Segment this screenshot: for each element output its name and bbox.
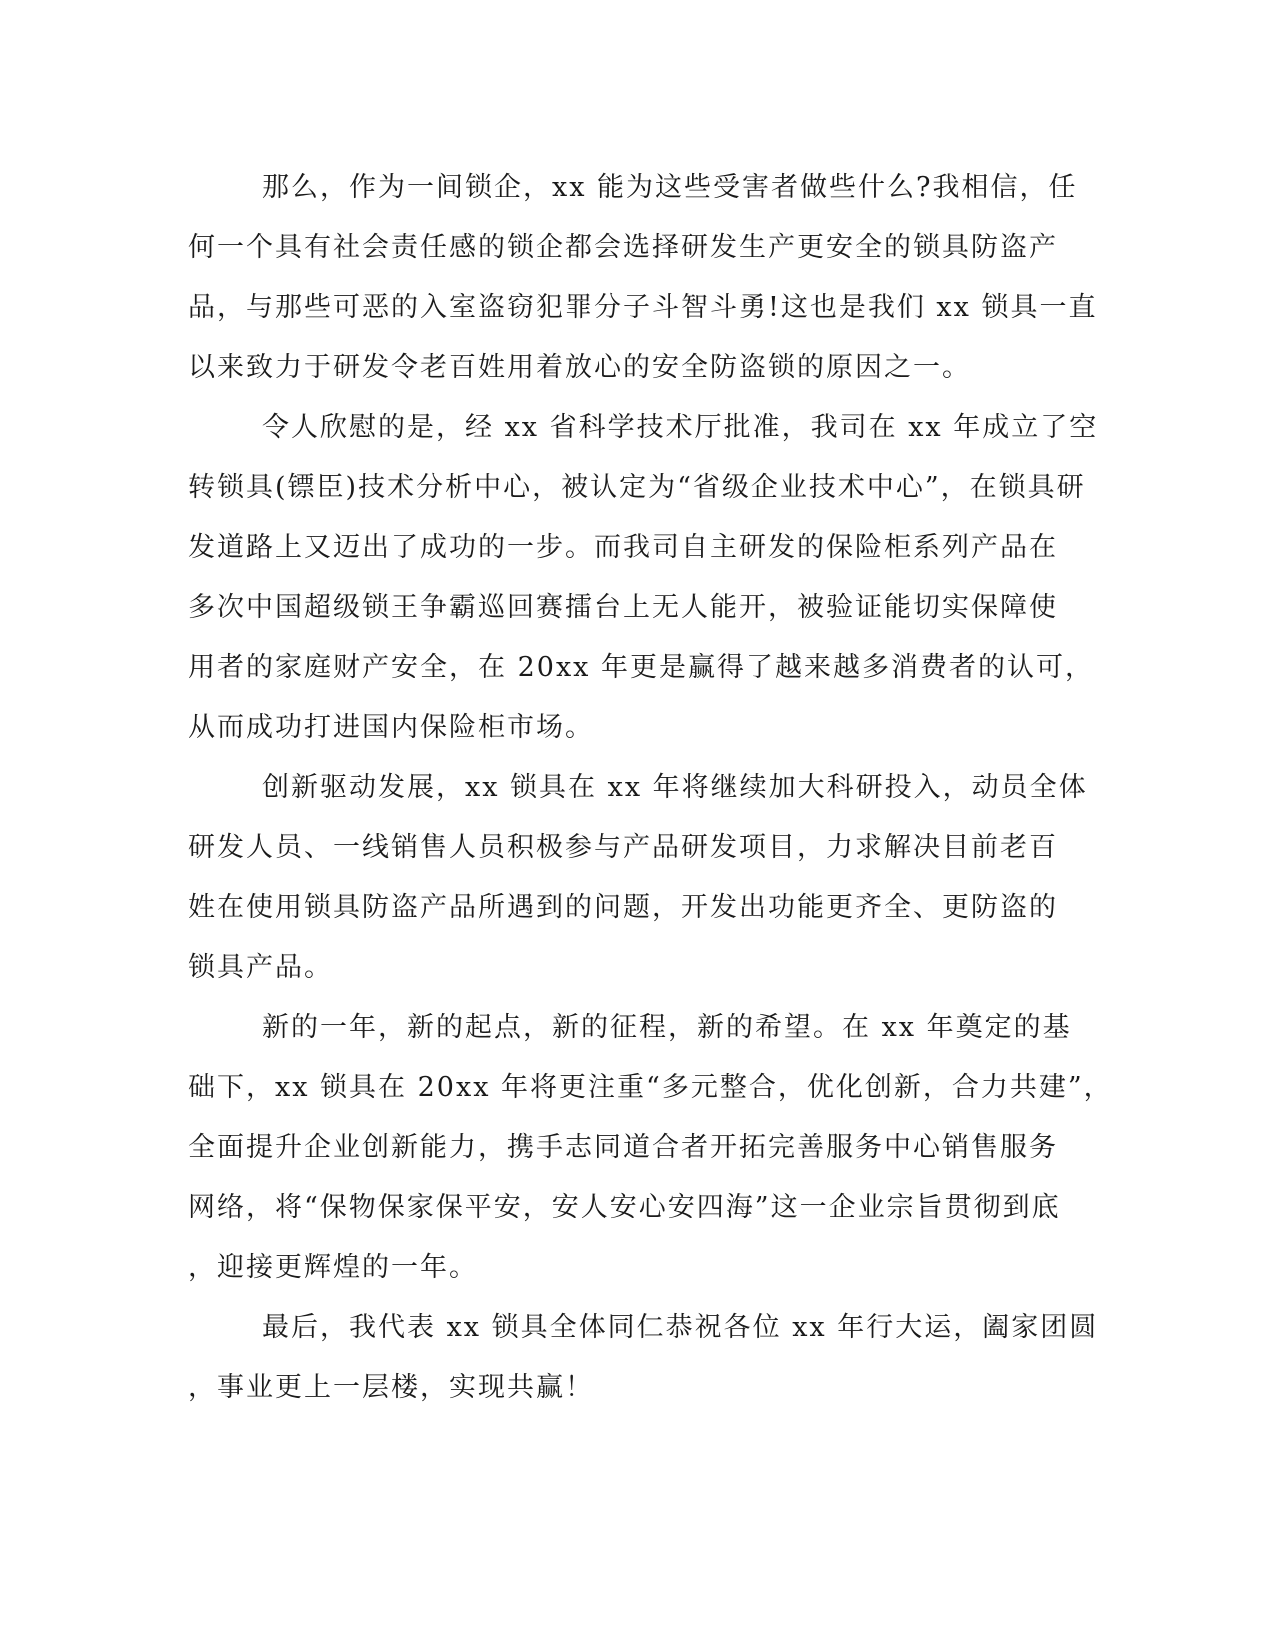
text-line: 创新驱动发展，xx 锁具在 xx 年将继续加大科研投入，动员全体 (262, 772, 1088, 803)
text-line: 多次中国超级锁王争霸巡回赛擂台上无人能开，被验证能切实保障使 (188, 592, 1058, 623)
text-line: 锁具产品。 (188, 952, 333, 983)
text-line: 础下，xx 锁具在 20xx 年将更注重“多元整合，优化创新，合力共建”， (188, 1072, 1113, 1103)
text-line: 从而成功打进国内保险柜市场。 (188, 712, 594, 743)
paragraph-2 (188, 398, 1099, 758)
text-line: 姓在使用锁具防盗产品所遇到的问题，开发出功能更齐全、更防盗的 (188, 892, 1058, 923)
paragraph-3 (188, 758, 1088, 998)
text-line: 转锁具(镖臣)技术分析中心，被认定为“省级企业技术中心”，在锁具研 (188, 472, 1086, 503)
text-line: 发道路上又迈出了成功的一步。而我司自主研发的保险柜系列产品在 (188, 532, 1058, 563)
document-body (188, 158, 1113, 1418)
paragraph-5 (188, 1298, 1099, 1418)
text-line: ，迎接更辉煌的一年。 (188, 1252, 478, 1283)
text-line: 品，与那些可恶的入室盗窃犯罪分子斗智斗勇!这也是我们 xx 锁具一直 (188, 292, 1098, 323)
text-line: 以来致力于研发令老百姓用着放心的安全防盗锁的原因之一。 (188, 352, 971, 383)
text-line: 全面提升企业创新能力，携手志同道合者开拓完善服务中心销售服务 (188, 1132, 1058, 1163)
paragraph-4 (188, 998, 1113, 1298)
text-line: 那么，作为一间锁企，xx 能为这些受害者做些什么?我相信，任 (262, 172, 1078, 203)
text-line: ，事业更上一层楼，实现共赢！ (188, 1372, 594, 1403)
text-line: 新的一年，新的起点，新的征程，新的希望。在 xx 年奠定的基 (262, 1012, 1072, 1043)
text-line: 网络，将“保物保家保平安，安人安心安四海”这一企业宗旨贯彻到底 (188, 1192, 1061, 1223)
text-line: 令人欣慰的是，经 xx 省科学技术厅批准，我司在 xx 年成立了空 (262, 412, 1099, 443)
paragraph-1 (188, 158, 1098, 398)
text-line: 研发人员、一线销售人员积极参与产品研发项目，力求解决目前老百 (188, 832, 1058, 863)
text-line: 最后，我代表 xx 锁具全体同仁恭祝各位 xx 年行大运，阖家团圆 (262, 1312, 1099, 1343)
text-line: 何一个具有社会责任感的锁企都会选择研发生产更安全的锁具防盗产 (188, 232, 1058, 263)
text-line: 用者的家庭财产安全，在 20xx 年更是赢得了越来越多消费者的认可， (188, 652, 1094, 683)
